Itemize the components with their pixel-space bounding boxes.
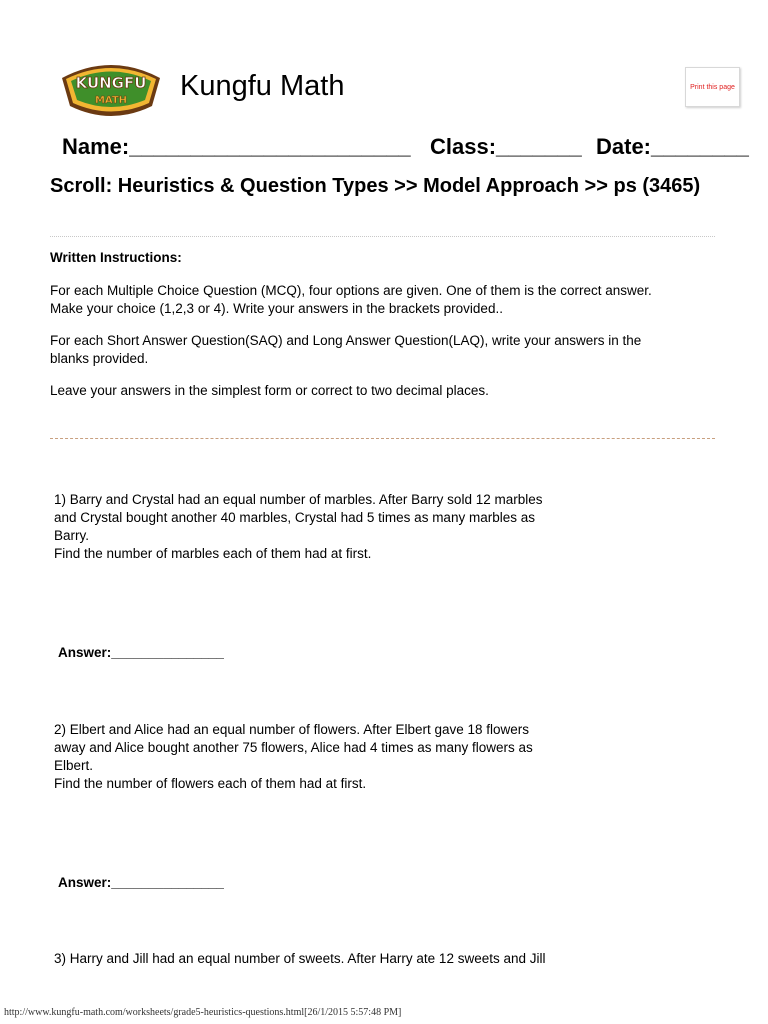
worksheet-title: Scroll: Heuristics & Question Types >> Model Approach >> ps (3465)	[50, 175, 701, 197]
date-field: Date:________	[596, 134, 749, 159]
logo-text-top: KUNGFU	[75, 74, 147, 92]
instruction-mcq: For each Multiple Choice Question (MCQ), four options are given. One of them is the correct answer. Make your choice (1,2,3 or 4). Write your answers in the brackets provided..	[50, 283, 652, 316]
instruction-answer-form: Leave your answers in the simplest form or correct to two decimal places.	[50, 383, 489, 398]
answer-blank-2: Answer:_______________	[58, 875, 224, 890]
student-info-fields	[62, 134, 752, 160]
site-title: Kungfu Math	[180, 70, 345, 102]
instruction-saq-laq: For each Short Answer Question(SAQ) and Long Answer Question(LAQ), write your answers in the blanks provided.	[50, 333, 642, 366]
instructions-heading: Written Instructions:	[50, 250, 182, 265]
footer-url: http://www.kungfu-math.com/worksheets/grade5-heuristics-questions.html[26/1/2015 5:57:48 PM]	[4, 1007, 402, 1018]
logo-text-bottom: MATH	[94, 95, 128, 106]
answer-blank-1: Answer:_______________	[58, 645, 224, 660]
kungfu-math-logo	[56, 56, 166, 120]
question-3: 3) Harry and Jill had an equal number of sweets. After Harry ate 12 sweets and Jill	[54, 951, 546, 966]
class-field: Class:_______	[430, 134, 582, 159]
name-field: Name:_______________________	[62, 134, 411, 159]
question-1: 1) Barry and Crystal had an equal number of marbles. After Barry sold 12 marbles and Crystal bought another 40 marbles, Crystal had 5 times as many marbles as Barry. Find the number of marbles each of them had at first.	[54, 492, 543, 561]
print-page-button[interactable]: Print this page	[685, 67, 740, 107]
dashed-divider	[50, 438, 715, 439]
dotted-divider	[50, 236, 715, 237]
question-2: 2) Elbert and Alice had an equal number of flowers. After Elbert gave 18 flowers away and Alice bought another 75 flowers, Alice had 4 times as many flowers as Elbert. Find the number of flowers each of them had at first.	[54, 722, 533, 791]
